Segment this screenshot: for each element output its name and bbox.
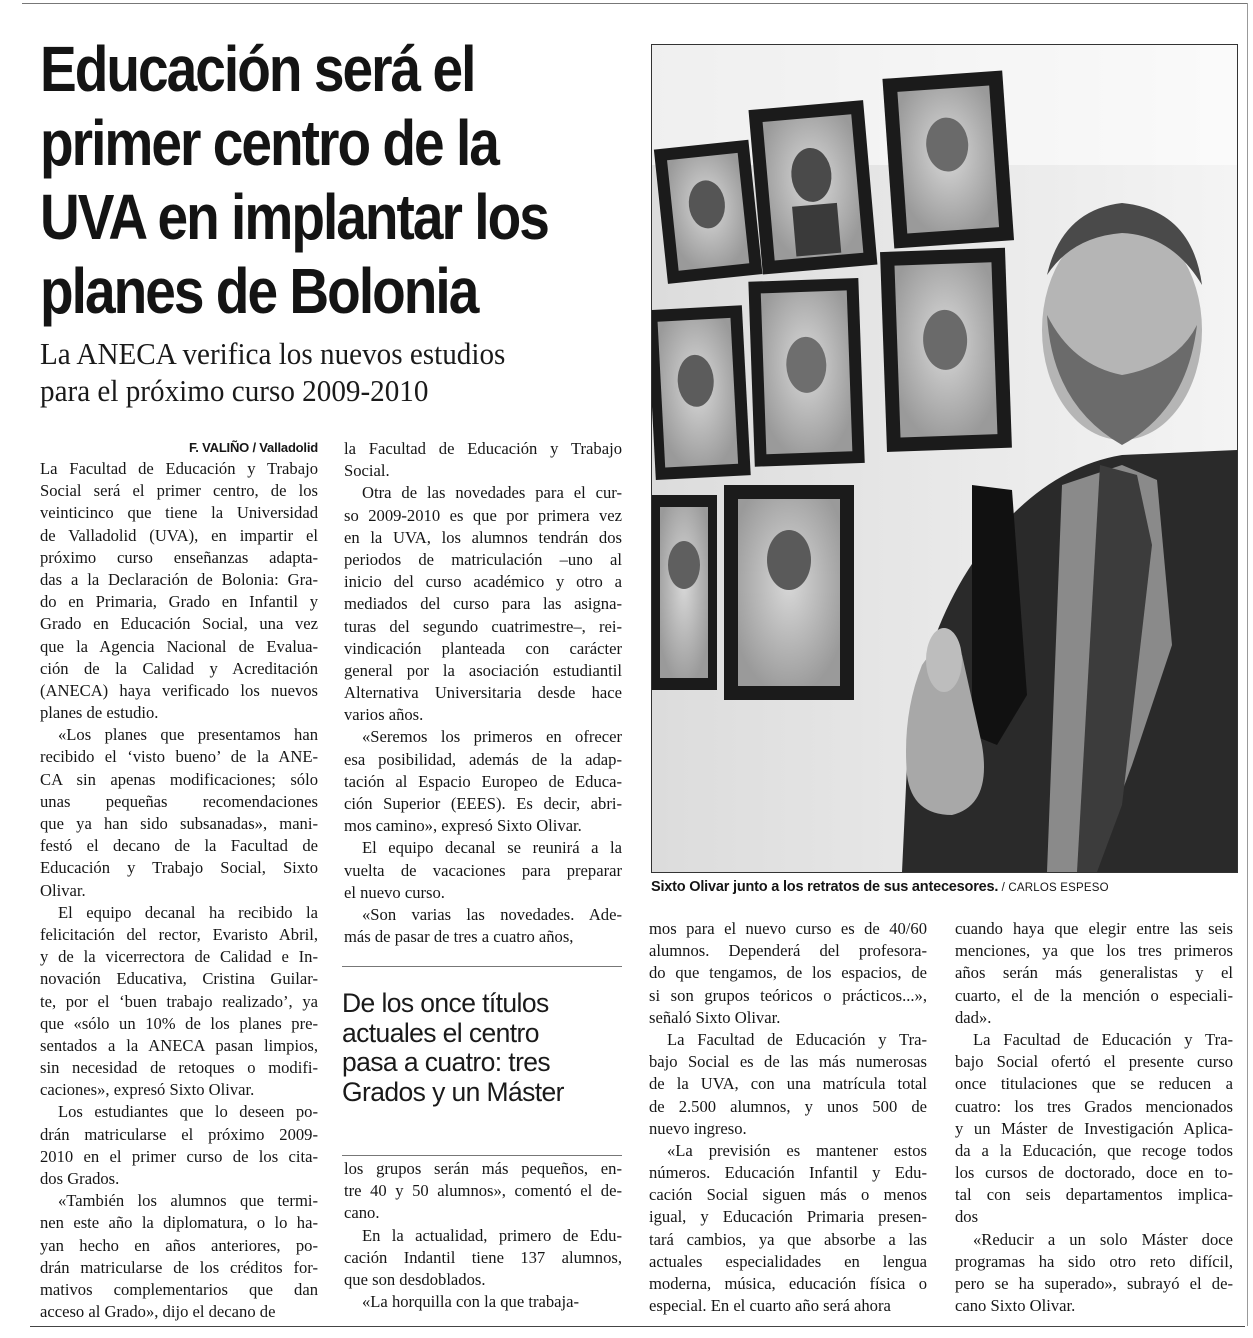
text-line: que ya han sido subsanadas», mani- [40, 814, 318, 833]
column-4 [955, 918, 1233, 1317]
text-line: yan hecho en años anteriores, po- [40, 1235, 318, 1255]
text-line: veinticinco que tiene la Universidad [40, 503, 318, 523]
text-line: mativos complementarios que dan [40, 1279, 318, 1299]
text-line: tación al Espacio Europeo de Educa- [344, 771, 622, 791]
text-line: da a la Educación, que recoge todos [955, 1140, 1233, 1160]
text-line: de Valladolid (UVA), en impartir el [40, 525, 318, 545]
subheadline-line: para el próximo curso 2009-2010 [40, 373, 429, 408]
headline-line: planes de Bolonia [40, 255, 478, 327]
column-2-top [344, 438, 622, 948]
text-line: dos [955, 1207, 979, 1227]
subheadline [40, 335, 604, 409]
text-line: Social será el primer centro, de los [40, 481, 318, 501]
text-line: la Facultad de Educación y Trabajo [344, 439, 622, 458]
text-line: señaló Sixto Olivar. [649, 1007, 781, 1027]
text-line: mediados del curso para las asigna- [344, 594, 622, 614]
pull-quote-line: actuales el centro [342, 1017, 539, 1048]
text-line: drán matricularse el próximo 2009- [40, 1124, 318, 1144]
column-3 [649, 918, 927, 1317]
text-line: dos Grados. [40, 1169, 120, 1188]
text-line: vindicación planteada con carácter [344, 638, 622, 658]
pull-quote-line: De los once títulos [342, 988, 549, 1018]
bottom-rule [30, 1326, 1245, 1327]
text-line: especial. En el cuarto año será ahora [649, 1296, 891, 1316]
text-line: acceso al Grado», dijo el decano de [40, 1302, 276, 1322]
text-line: «También los alumnos que termi- [58, 1191, 318, 1211]
text-line: tre 40 y 50 alumnos», comentó el de- [344, 1181, 622, 1201]
text-line: cuarto, el de la mención o especiali- [955, 985, 1233, 1005]
text-line: «Los planes que presentamos han [58, 725, 318, 745]
text-line: Educación y Trabajo Social, Sixto [40, 858, 318, 878]
text-line: unas pequeñas recomendaciones [40, 791, 318, 811]
text-line: en la UVA, los alumnos tendrán dos [344, 527, 622, 547]
text-line: novación Educativa, Cristina Guilar- [40, 969, 318, 989]
text-line: si son grupos teóricos o prácticos...», [649, 985, 927, 1005]
text-line: El equipo decanal se reunirá a la [362, 838, 622, 858]
text-line: festó el decano de la Facultad de [40, 836, 318, 856]
text-line: sentados a la ANECA pasan limpios, [40, 1035, 318, 1055]
text-line: bajo Social ofertó el presente curso [955, 1052, 1233, 1072]
text-line: cuando haya que elegir entre las seis [955, 919, 1233, 938]
text-line: (ANECA) haya verificado los nuevos [40, 680, 318, 700]
text-line: cano Sixto Olivar. [955, 1296, 1076, 1316]
text-line: once titulaciones que se reducen a [955, 1074, 1233, 1094]
text-line: los grupos serán más pequeños, en- [344, 1159, 622, 1178]
text-line: cano. [344, 1203, 380, 1223]
text-line: El equipo decanal ha recibido la [58, 902, 318, 922]
text-line: so 2009-2010 es que por primera vez [344, 505, 622, 525]
text-line: esa posibilidad, además de la adap- [344, 749, 622, 769]
text-line: Social. [344, 461, 390, 481]
text-line: que «sólo un 10% de los planes pre- [40, 1013, 318, 1033]
text-line: tará cambios, ya que absorbe a las [649, 1229, 927, 1249]
text-line: actuales especialidades en lengua [649, 1251, 927, 1271]
text-line: La Facultad de Educación y Tra- [973, 1029, 1233, 1049]
text-line: y un Máster de Investigación Aplica- [955, 1118, 1233, 1138]
text-line: Otra de las novedades para el cur- [362, 483, 622, 503]
text-line: programas ha sido otro reto difícil, [955, 1251, 1233, 1271]
text-line: y de la vicerrectora de Calidad e In- [40, 947, 318, 967]
text-line: do que tengamos, de los espacios, de [649, 963, 927, 983]
headline-line: primer centro de la [40, 107, 498, 179]
text-line: do en Primaria, Grado en Infantil y [40, 592, 318, 612]
text-line: de la UVA, con una matrícula total [649, 1074, 927, 1094]
article-photo [651, 44, 1238, 873]
right-rule [1247, 3, 1248, 1326]
top-rule [22, 3, 1247, 4]
photo-illustration [652, 45, 1237, 872]
text-line: ción de la Calidad y Acreditación [40, 658, 318, 678]
text-line: igual, y Educación Primaria presen- [649, 1207, 927, 1227]
text-line: Olivar. [40, 880, 86, 900]
text-line: La Facultad de Educación y Tra- [667, 1029, 927, 1049]
text-line: En la actualidad, primero de Edu- [362, 1225, 622, 1245]
text-line: «La previsión es mantener estos [667, 1140, 927, 1160]
text-line: que son desdoblados. [344, 1269, 486, 1289]
text-line: cación Social siguen más o menos [649, 1185, 927, 1205]
text-line: más de pasar de tres a cuatro años, [344, 927, 574, 947]
text-line: das a la Declaración de Bolonia: Gra- [40, 569, 318, 589]
text-line: moderna, música, educación física o [649, 1274, 927, 1293]
text-line: ción Superior (EEES). Es decir, abri- [344, 794, 622, 813]
text-line: menciones, ya que los tres primeros [955, 941, 1233, 961]
text-line: «La horquilla con la que trabaja- [362, 1292, 580, 1312]
text-line: que la Agencia Nacional de Evalua- [40, 636, 318, 656]
text-line: pero se ha superado», subrayó el de- [955, 1274, 1233, 1293]
text-line: alumnos. Dependerá del profesora- [649, 941, 927, 961]
column-1 [40, 438, 318, 1323]
text-line: cación Indantil tiene 137 alumnos, [344, 1247, 622, 1267]
text-line: La Facultad de Educación y Trabajo [40, 459, 318, 478]
text-line: te, por el ‘buen trabajo realizado’, ya [40, 991, 318, 1011]
text-line: mos para el nuevo curso es de 40/60 [649, 919, 927, 938]
text-line: mos camino», expresó Sixto Olivar. [344, 816, 582, 836]
photo-caption [651, 876, 1241, 898]
text-line: próximo curso enseñanzas adapta- [40, 547, 318, 567]
text-line: sin necesidad de retoques o modifi- [40, 1058, 318, 1078]
column-2-bottom [344, 1158, 622, 1313]
text-line: años serán más generalistas y el [955, 963, 1233, 983]
headline [40, 32, 556, 328]
text-line: bajo Social es de las más numerosas [649, 1052, 927, 1072]
text-line: recibido el ‘visto bueno’ de la ANE- [40, 747, 318, 767]
pull-quote-line: pasa a cuatro: tres [342, 1047, 551, 1077]
text-line: felicitación del rector, Evaristo Abril, [40, 924, 318, 944]
caption-text: Sixto Olivar junto a los retratos de sus antecesores. [651, 879, 999, 895]
text-line: Grado en Educación Social, una vez [40, 614, 318, 634]
text-line: inicio del curso académico y otro a [344, 572, 622, 592]
text-line: CA sin apenas modificaciones; sólo [40, 769, 318, 789]
text-line: varios años. [344, 705, 424, 725]
text-line: Los estudiantes que lo deseen po- [58, 1102, 318, 1122]
pull-quote [342, 966, 622, 1156]
text-line: Alternativa Universitaria desde hace [344, 683, 622, 703]
text-line: «Son varias las novedades. Ade- [362, 904, 622, 924]
text-line: tal con seis departamentos implica- [955, 1185, 1233, 1205]
text-line: nen este año la diplomatura, o lo ha- [40, 1213, 318, 1233]
pull-quote-line: Grados y un Máster [342, 1076, 564, 1107]
text-line: general por la asociación estudiantil [344, 660, 622, 680]
subheadline-line: La ANECA verifica los nuevos estudios [40, 336, 506, 371]
text-line: drán matricularse de los créditos for- [40, 1257, 318, 1277]
text-line: «Seremos los primeros en ofrecer [362, 727, 622, 747]
text-line: «Reducir a un solo Máster doce [973, 1229, 1233, 1249]
byline: F. VALIÑO / Valladolid [189, 440, 318, 455]
text-line: de 2.500 alumnos, y unos 500 de [649, 1096, 927, 1116]
text-line: cuatro: los tres Grados mencionados [955, 1096, 1233, 1116]
text-line: periodos de matriculación –uno al [344, 549, 622, 569]
text-line: vuelta de vacaciones para preparar [344, 860, 622, 880]
text-line: el nuevo curso. [344, 882, 445, 902]
text-line: números. Educación Infantil y Edu- [649, 1163, 927, 1183]
text-line: dad». [955, 1007, 992, 1027]
text-line: turas del segundo cuatrimestre–, rei- [344, 616, 622, 636]
text-line: planes de estudio. [40, 703, 159, 723]
text-line: los cursos de doctorado, doce en to- [955, 1163, 1233, 1183]
text-line: nuevo ingreso. [649, 1118, 747, 1138]
headline-line: UVA en implantar los [40, 181, 548, 253]
headline-line: Educación será el [40, 33, 475, 105]
text-line: 2010 en el primer curso de los cita- [40, 1146, 318, 1166]
photo-credit: / CARLOS ESPESO [998, 882, 1109, 894]
text-line: caciones», expresó Sixto Olivar. [40, 1080, 255, 1100]
